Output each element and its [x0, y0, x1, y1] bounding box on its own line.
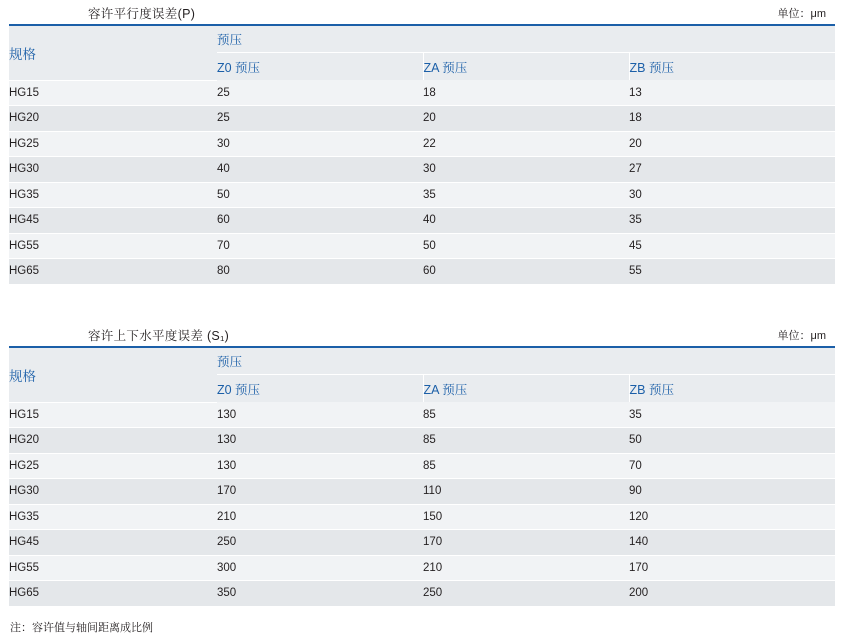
- cell-zb: 55: [629, 259, 835, 284]
- header-cell-za: ZA 预压: [423, 53, 629, 81]
- cell-zb: 35: [629, 402, 835, 428]
- table-header-row-group: [9, 347, 835, 375]
- header-cell-z0: Z0 预压: [217, 375, 423, 403]
- cell-spec: HG25: [9, 131, 217, 157]
- cell-za: 40: [423, 208, 629, 234]
- cell-za: 210: [423, 555, 629, 581]
- header-cell-preload-group: 预压: [217, 347, 835, 375]
- cell-za: 35: [423, 182, 629, 208]
- header-cell-zb: ZB 预压: [629, 375, 835, 403]
- table-unit: 单位：μm: [777, 330, 826, 342]
- table-row: [9, 106, 835, 132]
- cell-spec: HG35: [9, 504, 217, 530]
- table-row: [9, 581, 835, 606]
- cell-spec: HG15: [9, 402, 217, 428]
- table-head: [9, 25, 835, 80]
- table-row: [9, 259, 835, 284]
- table-block-parallelism: [0, 0, 844, 284]
- cell-spec: HG65: [9, 581, 217, 606]
- table-row: [9, 131, 835, 157]
- table-row: [9, 157, 835, 183]
- cell-spec: HG15: [9, 80, 217, 106]
- table-title: 容许上下水平度误差 (S₁): [88, 329, 230, 343]
- table-body: [9, 402, 835, 606]
- cell-zb: 35: [629, 208, 835, 234]
- cell-spec: HG30: [9, 157, 217, 183]
- cell-z0: 350: [217, 581, 423, 606]
- cell-za: 30: [423, 157, 629, 183]
- cell-zb: 90: [629, 479, 835, 505]
- header-cell-spec: 规格: [9, 25, 217, 80]
- table-header-row-group: [9, 25, 835, 53]
- cell-zb: 18: [629, 106, 835, 132]
- cell-z0: 30: [217, 131, 423, 157]
- cell-z0: 250: [217, 530, 423, 556]
- cell-za: 60: [423, 259, 629, 284]
- cell-za: 150: [423, 504, 629, 530]
- cell-spec: HG55: [9, 233, 217, 259]
- cell-zb: 30: [629, 182, 835, 208]
- cell-zb: 70: [629, 453, 835, 479]
- cell-z0: 70: [217, 233, 423, 259]
- cell-za: 85: [423, 453, 629, 479]
- footnote: 注：容许值与轴间距离成比例: [10, 622, 153, 634]
- header-cell-z0: Z0 预压: [217, 53, 423, 81]
- header-cell-zb: ZB 预压: [629, 53, 835, 81]
- cell-z0: 130: [217, 402, 423, 428]
- cell-za: 22: [423, 131, 629, 157]
- table-row: [9, 80, 835, 106]
- cell-za: 110: [423, 479, 629, 505]
- table-header-bar: [0, 322, 844, 346]
- cell-z0: 300: [217, 555, 423, 581]
- table-row: [9, 504, 835, 530]
- table-row: [9, 208, 835, 234]
- cell-zb: 45: [629, 233, 835, 259]
- cell-za: 250: [423, 581, 629, 606]
- parallelism-table: [9, 24, 835, 284]
- cell-z0: 25: [217, 80, 423, 106]
- cell-z0: 60: [217, 208, 423, 234]
- cell-z0: 25: [217, 106, 423, 132]
- table-row: [9, 233, 835, 259]
- table-row: [9, 428, 835, 454]
- cell-zb: 27: [629, 157, 835, 183]
- table-unit: 单位：μm: [777, 8, 826, 20]
- table-head: [9, 347, 835, 402]
- cell-za: 20: [423, 106, 629, 132]
- cell-spec: HG25: [9, 453, 217, 479]
- table-body: [9, 80, 835, 284]
- cell-z0: 130: [217, 428, 423, 454]
- cell-spec: HG65: [9, 259, 217, 284]
- cell-zb: 13: [629, 80, 835, 106]
- header-cell-za: ZA 预压: [423, 375, 629, 403]
- table-row: [9, 453, 835, 479]
- table-row: [9, 182, 835, 208]
- cell-spec: HG45: [9, 208, 217, 234]
- cell-za: 85: [423, 402, 629, 428]
- cell-z0: 40: [217, 157, 423, 183]
- cell-z0: 80: [217, 259, 423, 284]
- cell-spec: HG30: [9, 479, 217, 505]
- table-row: [9, 555, 835, 581]
- cell-spec: HG20: [9, 106, 217, 132]
- cell-spec: HG20: [9, 428, 217, 454]
- cell-spec: HG35: [9, 182, 217, 208]
- cell-z0: 50: [217, 182, 423, 208]
- cell-z0: 170: [217, 479, 423, 505]
- cell-zb: 120: [629, 504, 835, 530]
- table-row: [9, 402, 835, 428]
- cell-z0: 210: [217, 504, 423, 530]
- cell-z0: 130: [217, 453, 423, 479]
- cell-zb: 200: [629, 581, 835, 606]
- table-block-horizontal-level: [0, 322, 844, 606]
- cell-zb: 170: [629, 555, 835, 581]
- cell-zb: 50: [629, 428, 835, 454]
- table-header-bar: [0, 0, 844, 24]
- cell-za: 85: [423, 428, 629, 454]
- cell-spec: HG55: [9, 555, 217, 581]
- horizontal-level-table: [9, 346, 835, 606]
- cell-spec: HG45: [9, 530, 217, 556]
- header-cell-spec: 规格: [9, 347, 217, 402]
- table-row: [9, 530, 835, 556]
- cell-za: 18: [423, 80, 629, 106]
- table-row: [9, 479, 835, 505]
- cell-zb: 140: [629, 530, 835, 556]
- header-cell-preload-group: 预压: [217, 25, 835, 53]
- table-title: 容许平行度误差(P): [88, 7, 196, 21]
- cell-za: 170: [423, 530, 629, 556]
- cell-zb: 20: [629, 131, 835, 157]
- cell-za: 50: [423, 233, 629, 259]
